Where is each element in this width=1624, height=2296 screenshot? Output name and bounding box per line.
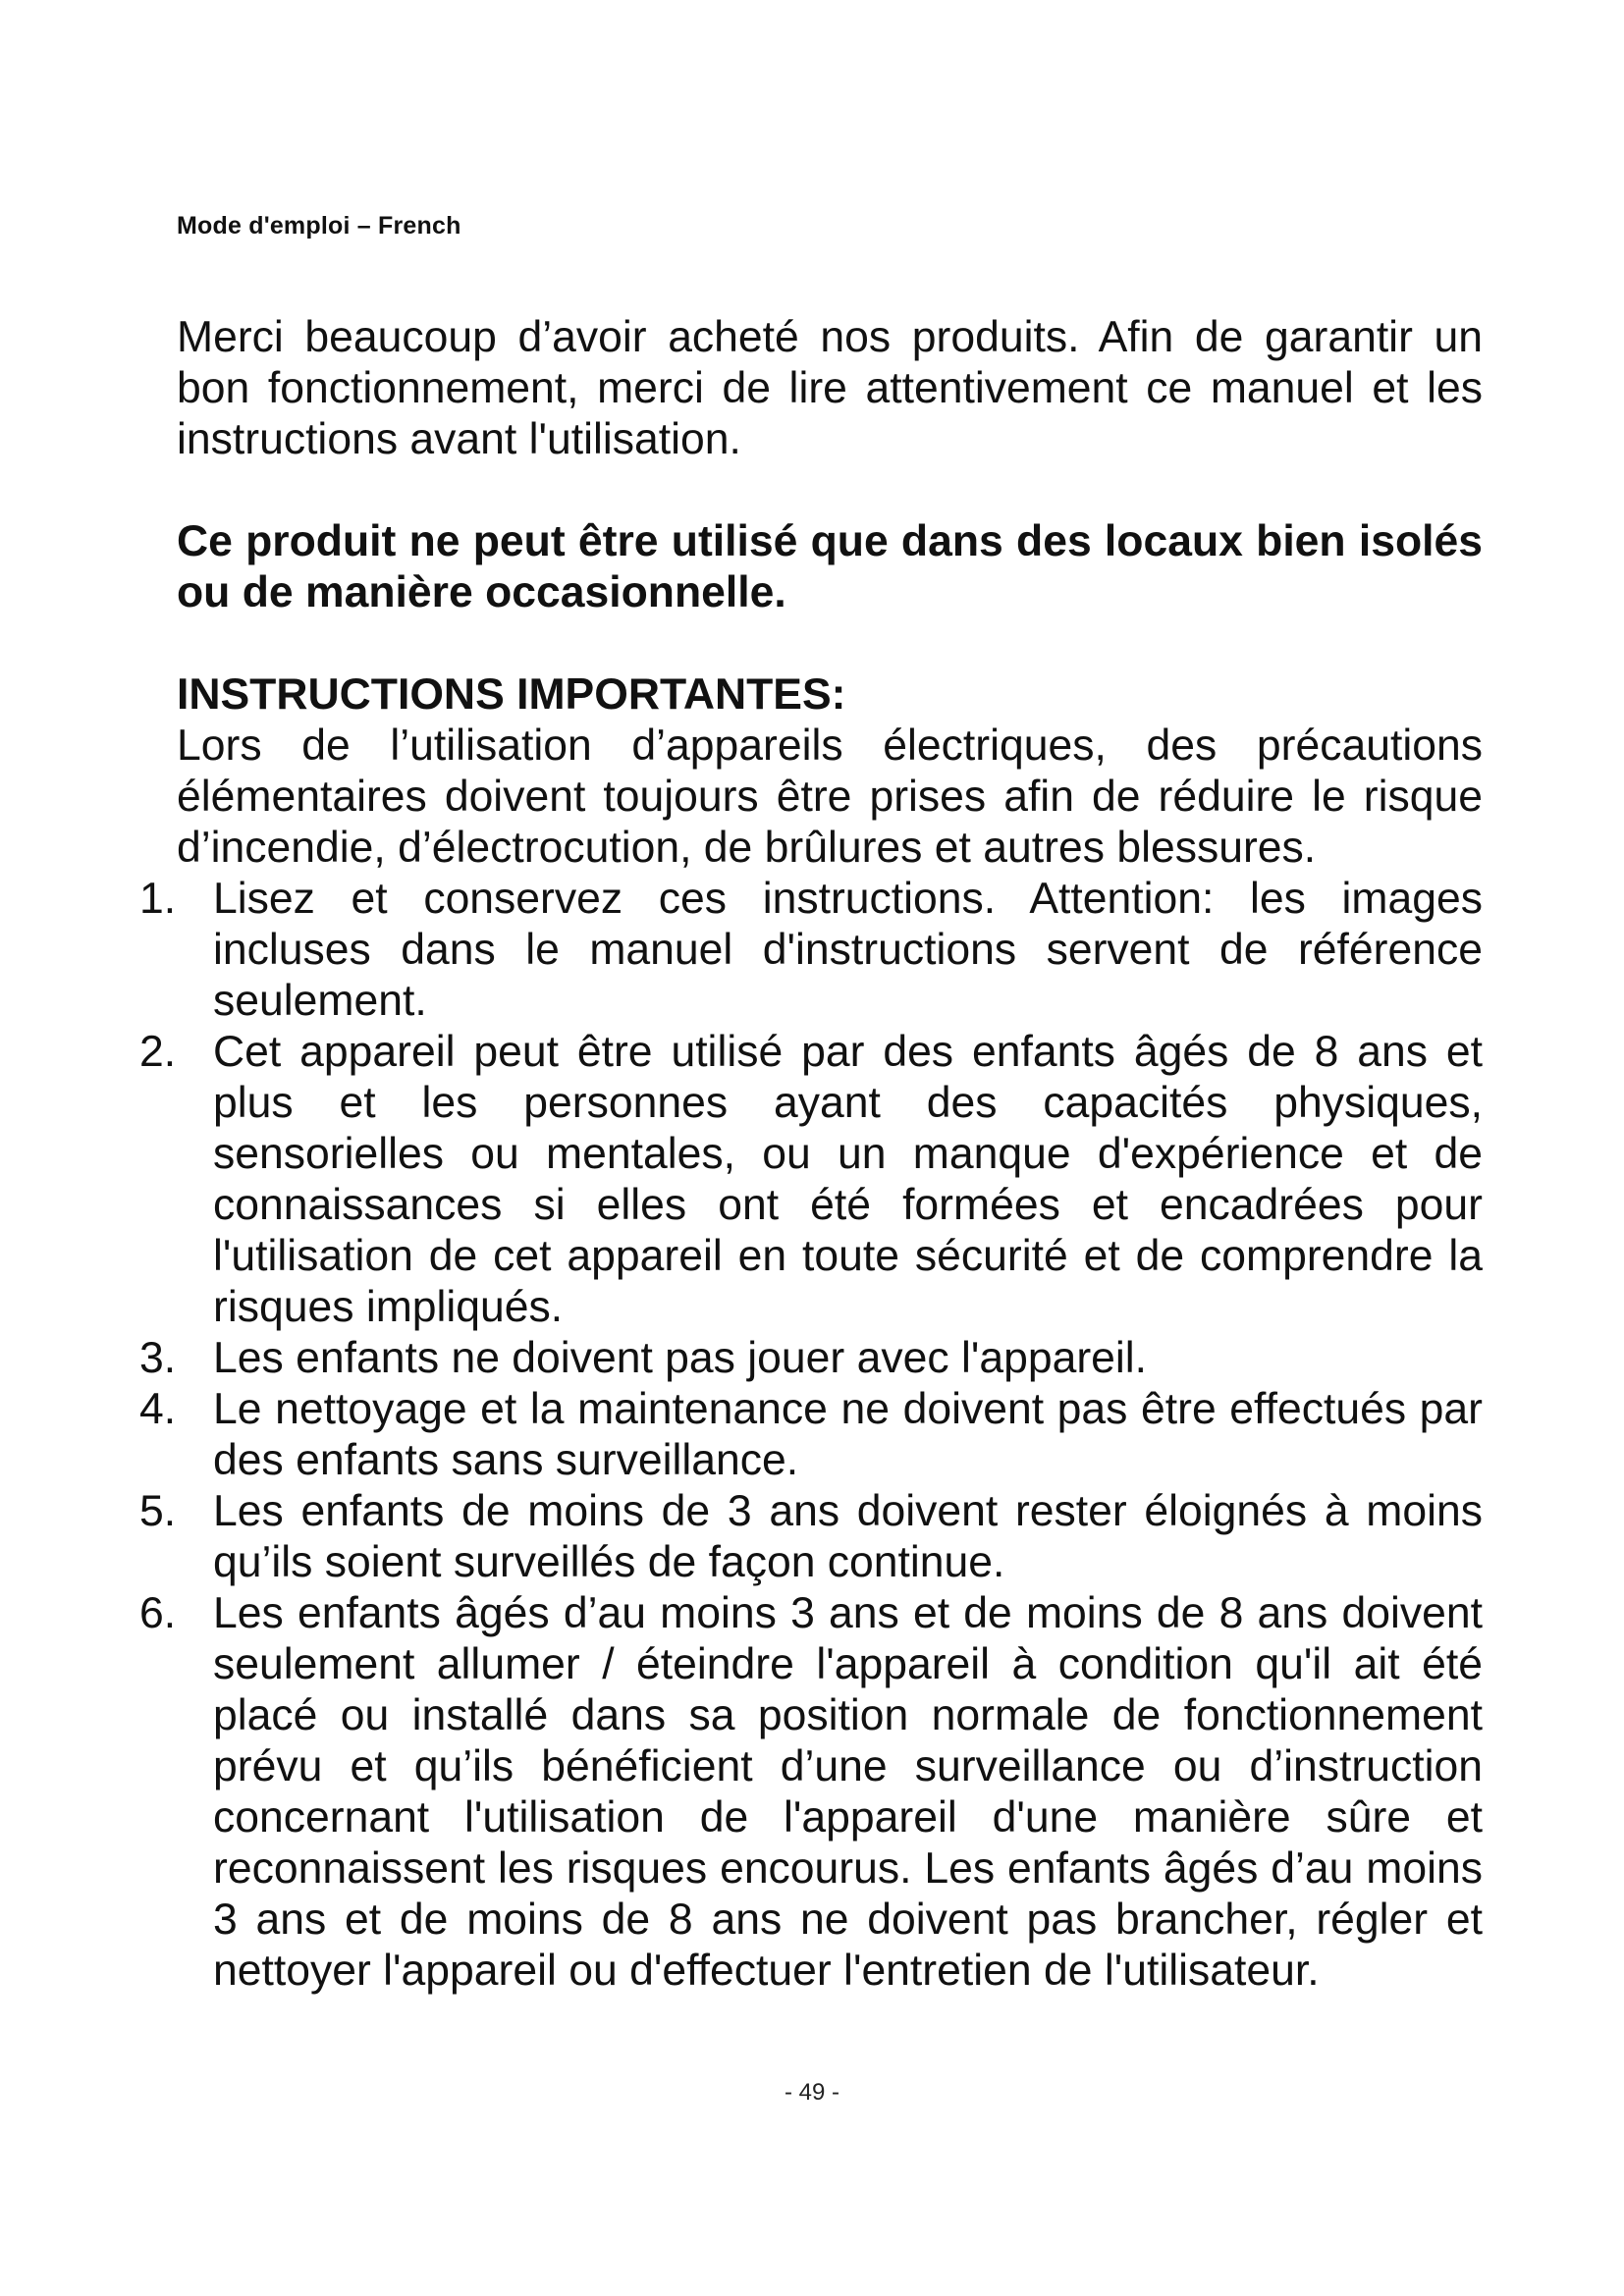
list-item — [139, 1333, 1483, 1384]
list-item-text: Les enfants de moins de 3 ans doivent rester éloignés à moins qu’ils soient surveillés de façon continue. — [213, 1487, 1483, 1586]
list-item — [139, 1588, 1483, 1997]
page-header: Mode d'emploi – French — [177, 212, 461, 240]
instructions-list — [139, 874, 1483, 1997]
section-title: INSTRUCTIONS IMPORTANTES: — [177, 670, 846, 719]
list-item-number: 1. — [139, 875, 177, 923]
list-item-number: 5. — [139, 1487, 177, 1535]
list-item-number: 6. — [139, 1589, 177, 1637]
list-item-text: Le nettoyage et la maintenance ne doivent pas être effectués par des enfants sans surveillance. — [213, 1385, 1483, 1484]
intro-paragraph: Merci beaucoup d’avoir acheté nos produits. Afin de garantir un bon fonctionnement, merci de lire attentivement ce manuel et les instructions avant l'utilisation. — [177, 313, 1483, 463]
list-item — [139, 1027, 1483, 1333]
list-item-number: 3. — [139, 1334, 177, 1382]
list-item-text: Les enfants ne doivent pas jouer avec l'appareil. — [213, 1334, 1148, 1382]
list-item-number: 4. — [139, 1385, 177, 1433]
list-item — [139, 1486, 1483, 1588]
usage-notice: Ce produit ne peut être utilisé que dans des locaux bien isolés ou de manière occasionnelle. — [177, 517, 1483, 616]
list-item-text: Lisez et conservez ces instructions. Attention: les images incluses dans le manuel d'instructions servent de référence seulement. — [213, 875, 1483, 1025]
list-item-text: Cet appareil peut être utilisé par des enfants âgés de 8 ans et plus et les personnes ayant des capacités physiques, sensorielles ou mentales, ou un manque d'expérience et de connaissances si elles ont été formées et encadrées pour l'utilisation de cet appareil en toute sécurité et de comprendre la risques impliqués. — [213, 1028, 1483, 1331]
list-item-text: Les enfants âgés d’au moins 3 ans et de moins de 8 ans doivent seulement allumer / éteindre l'appareil à condition qu'il ait été placé ou installé dans sa position normale de fonctionnement prévu et qu’ils bénéficient d’une surveillance ou d’instruction concernant l'utilisation de l'appareil d'une manière sûre et reconnaissent les risques encourus. Les enfants âgés d’au moins 3 ans et de moins de 8 ans ne doivent pas brancher, régler et nettoyer l'appareil ou d'effectuer l'entretien de l'utilisateur. — [213, 1589, 1483, 1995]
warning-paragraph: Lors de l’utilisation d’appareils électriques, des précautions élémentaires doivent toujours être prises afin de réduire le risque d’incendie, d’électrocution, de brûlures et autres blessures. — [177, 721, 1483, 872]
page-number: - 49 - — [784, 2079, 839, 2106]
list-item-number: 2. — [139, 1028, 177, 1076]
list-item — [139, 1384, 1483, 1486]
list-item — [139, 874, 1483, 1027]
page-content — [139, 312, 1483, 1997]
